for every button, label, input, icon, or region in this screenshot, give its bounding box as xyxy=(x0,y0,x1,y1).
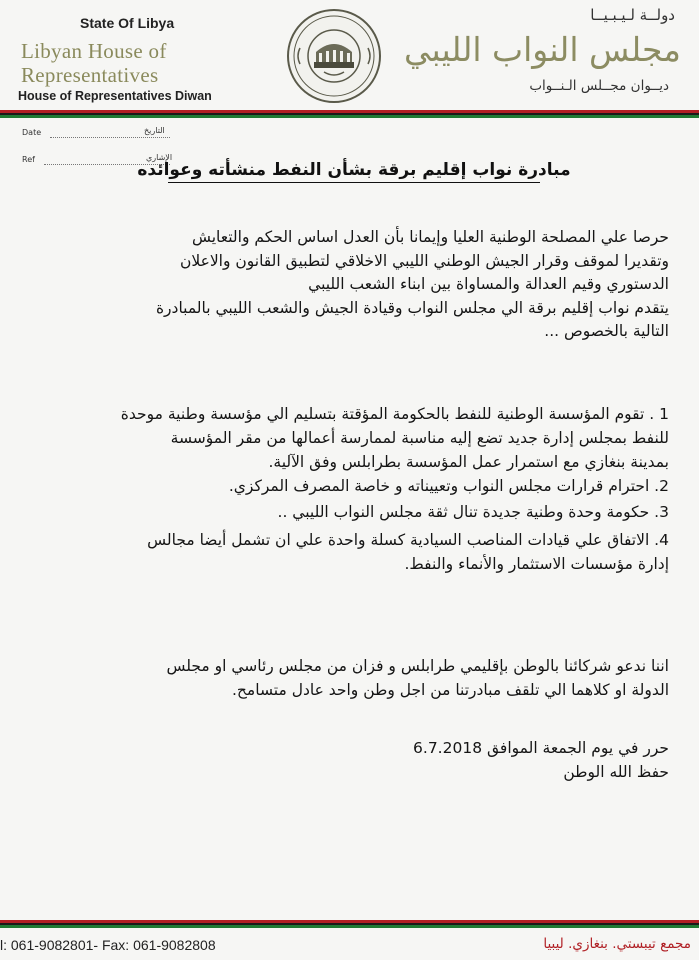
ref-label-en: Ref xyxy=(22,155,35,164)
list-item xyxy=(37,402,669,474)
closing-line: اننا ندعو شركائنا بالوطن بإقليمي طرابلس و فزان من مجلس رئاسي او مجلس xyxy=(166,657,669,675)
title-underline xyxy=(168,182,540,183)
sign-off-line: حفظ الله الوطن xyxy=(563,762,669,781)
intro-line: حرصا علي المصلحة الوطنية العليا وإيمانا بأن العدل اساس الحكم والتعايش xyxy=(191,228,669,246)
state-of-libya-arabic: دولــة لـيـبـيــا xyxy=(590,6,675,24)
intro-line: الدستوري وقيم العدالة والمساواة بين ابناء الشعب الليبي xyxy=(308,275,669,293)
item1-line: للنفط بمجلس إدارة جديد تضع إليه مناسبة لممارسة أعمالها من مقر المؤسسة xyxy=(170,429,669,447)
item4-line: إدارة مؤسسات الاستثمار والأنماء والنفط. xyxy=(404,555,669,573)
item2-text: 2. احترام قرارات مجلس النواب وتعييناته و خاصة المصرف المركزي. xyxy=(228,477,669,495)
intro-line: التالية بالخصوص ... xyxy=(544,322,669,340)
house-name-line2: Representatives xyxy=(21,63,159,87)
diwan-arabic-label: ديــوان مجــلس الـنــواب xyxy=(529,78,669,94)
issue-date-line: حرر في يوم الجمعة الموافق 6.7.2018 xyxy=(413,739,669,757)
date-dotted-line xyxy=(50,137,170,138)
header-divider-band xyxy=(0,110,699,118)
footer-contact: l: 061-9082801- Fax: 061-9082808 xyxy=(0,937,216,953)
initiative-items xyxy=(37,402,669,576)
ref-label-ar: الإشاري xyxy=(146,153,173,162)
diwan-english-label: House of Representatives Diwan xyxy=(18,89,212,103)
item1-line: 1 . تقوم المؤسسة الوطنية للنفط بالحكومة المؤقتة بتسليم الي مؤسسة وطنية موحدة xyxy=(120,405,669,423)
item3-text: 3. حكومة وحدة وطنية جديدة تنال ثقة مجلس النواب الليبي .. xyxy=(277,503,669,521)
signature-block xyxy=(37,737,669,784)
closing-line: الدولة او كلاهما الي تلقف مبادرتنا من اجل وطن واحد عادل متسامح. xyxy=(232,680,669,699)
header-arabic-block xyxy=(404,4,687,104)
date-label-ar: التاريخ xyxy=(144,126,165,135)
house-seal-logo xyxy=(286,8,382,104)
list-item xyxy=(37,528,669,576)
intro-line: يتقدم نواب إقليم برقة الي مجلس النواب وقيادة الجيش والشعب الليبي بالمبادرة xyxy=(155,298,669,317)
list-item xyxy=(37,474,669,498)
item1-line: بمدينة بنغازي مع استمرار عمل المؤسسة بطرابلس وفق الآلية. xyxy=(268,453,669,471)
seal-emblem-icon xyxy=(286,8,382,104)
date-label-en: Date xyxy=(22,128,42,137)
house-name-arabic: مجلس النواب الليبي xyxy=(404,30,681,69)
closing-paragraph xyxy=(37,655,669,702)
footer-address: مجمع تيبستي. بنغازي. ليبيا xyxy=(543,936,691,952)
footer-divider-band xyxy=(0,920,699,928)
list-item xyxy=(37,500,669,524)
state-of-libya-label: State Of Libya xyxy=(80,15,175,31)
intro-line: وتقديرا لموقف وقرار الجيش الوطني الليبي الاخلاقي لتطبيق القانون والاعلان xyxy=(179,251,669,270)
document-title: مبادرة نواب إقليم برقة بشأن النفط منشأته وعوائده xyxy=(137,160,571,180)
house-name-line1: Libyan House of xyxy=(21,39,167,63)
intro-paragraph xyxy=(37,226,669,344)
item4-line: 4. الاتفاق علي قيادات المناصب السيادية كسلة واحدة علي ان تشمل أيضا مجالس xyxy=(147,531,669,549)
